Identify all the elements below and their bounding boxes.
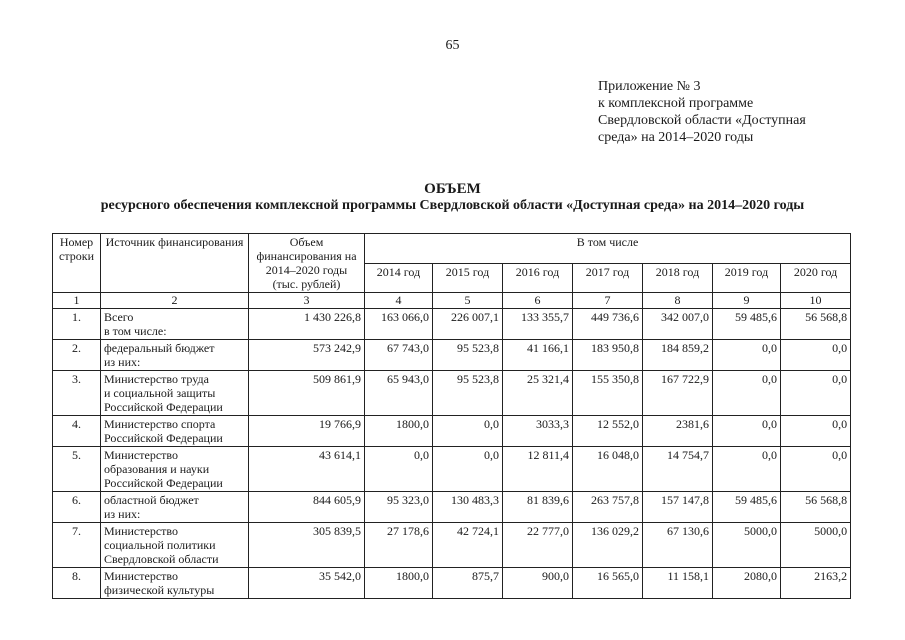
header-source: Источник финансирования (101, 234, 249, 293)
year-value-cell: 56 568,8 (781, 309, 851, 340)
row-number: 2. (53, 340, 101, 371)
table-row (53, 309, 851, 340)
year-value-cell: 155 350,8 (573, 371, 643, 416)
year-value-cell: 11 158,1 (643, 568, 713, 599)
document-title: ОБЪЕМ (424, 181, 481, 197)
year-value-cell: 67 130,6 (643, 523, 713, 568)
page-number: 65 (445, 38, 460, 53)
year-value-cell: 65 943,0 (365, 371, 433, 416)
year-value-cell: 25 321,4 (503, 371, 573, 416)
column-index: 1 (53, 293, 101, 309)
row-number: 1. (53, 309, 101, 340)
source-cell: Министерство физической культуры (101, 568, 249, 599)
year-value-cell: 16 565,0 (573, 568, 643, 599)
row-number: 5. (53, 447, 101, 492)
year-value-cell: 900,0 (503, 568, 573, 599)
table-row (53, 492, 851, 523)
column-index: 9 (713, 293, 781, 309)
year-value-cell: 2080,0 (713, 568, 781, 599)
year-value-cell: 12 552,0 (573, 416, 643, 447)
appendix-note (598, 78, 806, 146)
funding-table (52, 233, 851, 599)
year-value-cell: 16 048,0 (573, 447, 643, 492)
year-value-cell: 0,0 (433, 416, 503, 447)
table-row (53, 568, 851, 599)
table-row (53, 416, 851, 447)
year-value-cell: 0,0 (781, 447, 851, 492)
year-value-cell: 1800,0 (365, 568, 433, 599)
year-value-cell: 133 355,7 (503, 309, 573, 340)
document-subtitle: ресурсного обеспечения комплексной программы Свердловской области «Доступная среда» на 2014–2020 годы (100, 198, 805, 213)
year-value-cell: 130 483,3 (433, 492, 503, 523)
table-row (53, 340, 851, 371)
year-value-cell: 95 323,0 (365, 492, 433, 523)
year-value-cell: 263 757,8 (573, 492, 643, 523)
year-value-cell: 342 007,0 (643, 309, 713, 340)
header-row (53, 234, 851, 264)
source-cell: Министерство социальной политики Свердловской области (101, 523, 249, 568)
year-value-cell: 1800,0 (365, 416, 433, 447)
header-year: 2019 год (713, 263, 781, 293)
year-value-cell: 449 736,6 (573, 309, 643, 340)
year-value-cell: 2163,2 (781, 568, 851, 599)
table-row (53, 447, 851, 492)
year-value-cell: 81 839,6 (503, 492, 573, 523)
table-row (53, 371, 851, 416)
appendix-line: Свердловской области «Доступная (598, 113, 806, 128)
year-value-cell: 136 029,2 (573, 523, 643, 568)
year-value-cell: 27 178,6 (365, 523, 433, 568)
header-row-number: Номер строки (53, 234, 101, 293)
year-value-cell: 59 485,6 (713, 492, 781, 523)
year-value-cell: 167 722,9 (643, 371, 713, 416)
column-index: 4 (365, 293, 433, 309)
column-index-row (53, 293, 851, 309)
year-value-cell: 59 485,6 (713, 309, 781, 340)
year-value-cell: 184 859,2 (643, 340, 713, 371)
total-cell: 844 605,9 (249, 492, 365, 523)
header-year: 2015 год (433, 263, 503, 293)
row-number: 4. (53, 416, 101, 447)
total-cell: 35 542,0 (249, 568, 365, 599)
source-cell: Министерство спорта Российской Федерации (101, 416, 249, 447)
appendix-line: среда» на 2014–2020 годы (598, 130, 754, 145)
total-cell: 509 861,9 (249, 371, 365, 416)
header-year: 2018 год (643, 263, 713, 293)
column-index: 5 (433, 293, 503, 309)
table-row (53, 523, 851, 568)
year-value-cell: 0,0 (713, 416, 781, 447)
header-year: 2014 год (365, 263, 433, 293)
row-number: 8. (53, 568, 101, 599)
header-total: Объем финансирования на 2014–2020 годы (тыс. рублей) (249, 234, 365, 293)
total-cell: 43 614,1 (249, 447, 365, 492)
row-number: 6. (53, 492, 101, 523)
year-value-cell: 56 568,8 (781, 492, 851, 523)
year-value-cell: 5000,0 (713, 523, 781, 568)
column-index: 7 (573, 293, 643, 309)
year-value-cell: 3033,3 (503, 416, 573, 447)
year-value-cell: 42 724,1 (433, 523, 503, 568)
year-value-cell: 0,0 (781, 340, 851, 371)
source-cell: федеральный бюджет из них: (101, 340, 249, 371)
total-cell: 19 766,9 (249, 416, 365, 447)
year-value-cell: 0,0 (713, 340, 781, 371)
year-value-cell: 95 523,8 (433, 340, 503, 371)
column-index: 3 (249, 293, 365, 309)
year-value-cell: 41 166,1 (503, 340, 573, 371)
row-number: 7. (53, 523, 101, 568)
year-value-cell: 0,0 (365, 447, 433, 492)
year-value-cell: 67 743,0 (365, 340, 433, 371)
year-value-cell: 0,0 (781, 371, 851, 416)
column-index: 10 (781, 293, 851, 309)
total-cell: 305 839,5 (249, 523, 365, 568)
year-value-cell: 0,0 (433, 447, 503, 492)
total-cell: 573 242,9 (249, 340, 365, 371)
year-value-cell: 95 523,8 (433, 371, 503, 416)
year-value-cell: 0,0 (781, 416, 851, 447)
year-value-cell: 22 777,0 (503, 523, 573, 568)
year-value-cell: 0,0 (713, 371, 781, 416)
row-number: 3. (53, 371, 101, 416)
source-cell: областной бюджет из них: (101, 492, 249, 523)
header-year: 2017 год (573, 263, 643, 293)
year-value-cell: 226 007,1 (433, 309, 503, 340)
year-value-cell: 157 147,8 (643, 492, 713, 523)
total-cell: 1 430 226,8 (249, 309, 365, 340)
year-value-cell: 875,7 (433, 568, 503, 599)
source-cell: Всего в том числе: (101, 309, 249, 340)
header-year: 2016 год (503, 263, 573, 293)
header-including: В том числе (365, 234, 851, 264)
appendix-line: к комплексной программе (598, 96, 754, 111)
year-value-cell: 12 811,4 (503, 447, 573, 492)
year-value-cell: 5000,0 (781, 523, 851, 568)
year-value-cell: 2381,6 (643, 416, 713, 447)
year-value-cell: 183 950,8 (573, 340, 643, 371)
column-index: 2 (101, 293, 249, 309)
year-value-cell: 163 066,0 (365, 309, 433, 340)
appendix-line: Приложение № 3 (598, 79, 701, 94)
year-value-cell: 0,0 (713, 447, 781, 492)
header-year: 2020 год (781, 263, 851, 293)
year-value-cell: 14 754,7 (643, 447, 713, 492)
source-cell: Министерство образования и науки Российской Федерации (101, 447, 249, 492)
source-cell: Министерство труда и социальной защиты Российской Федерации (101, 371, 249, 416)
column-index: 8 (643, 293, 713, 309)
column-index: 6 (503, 293, 573, 309)
